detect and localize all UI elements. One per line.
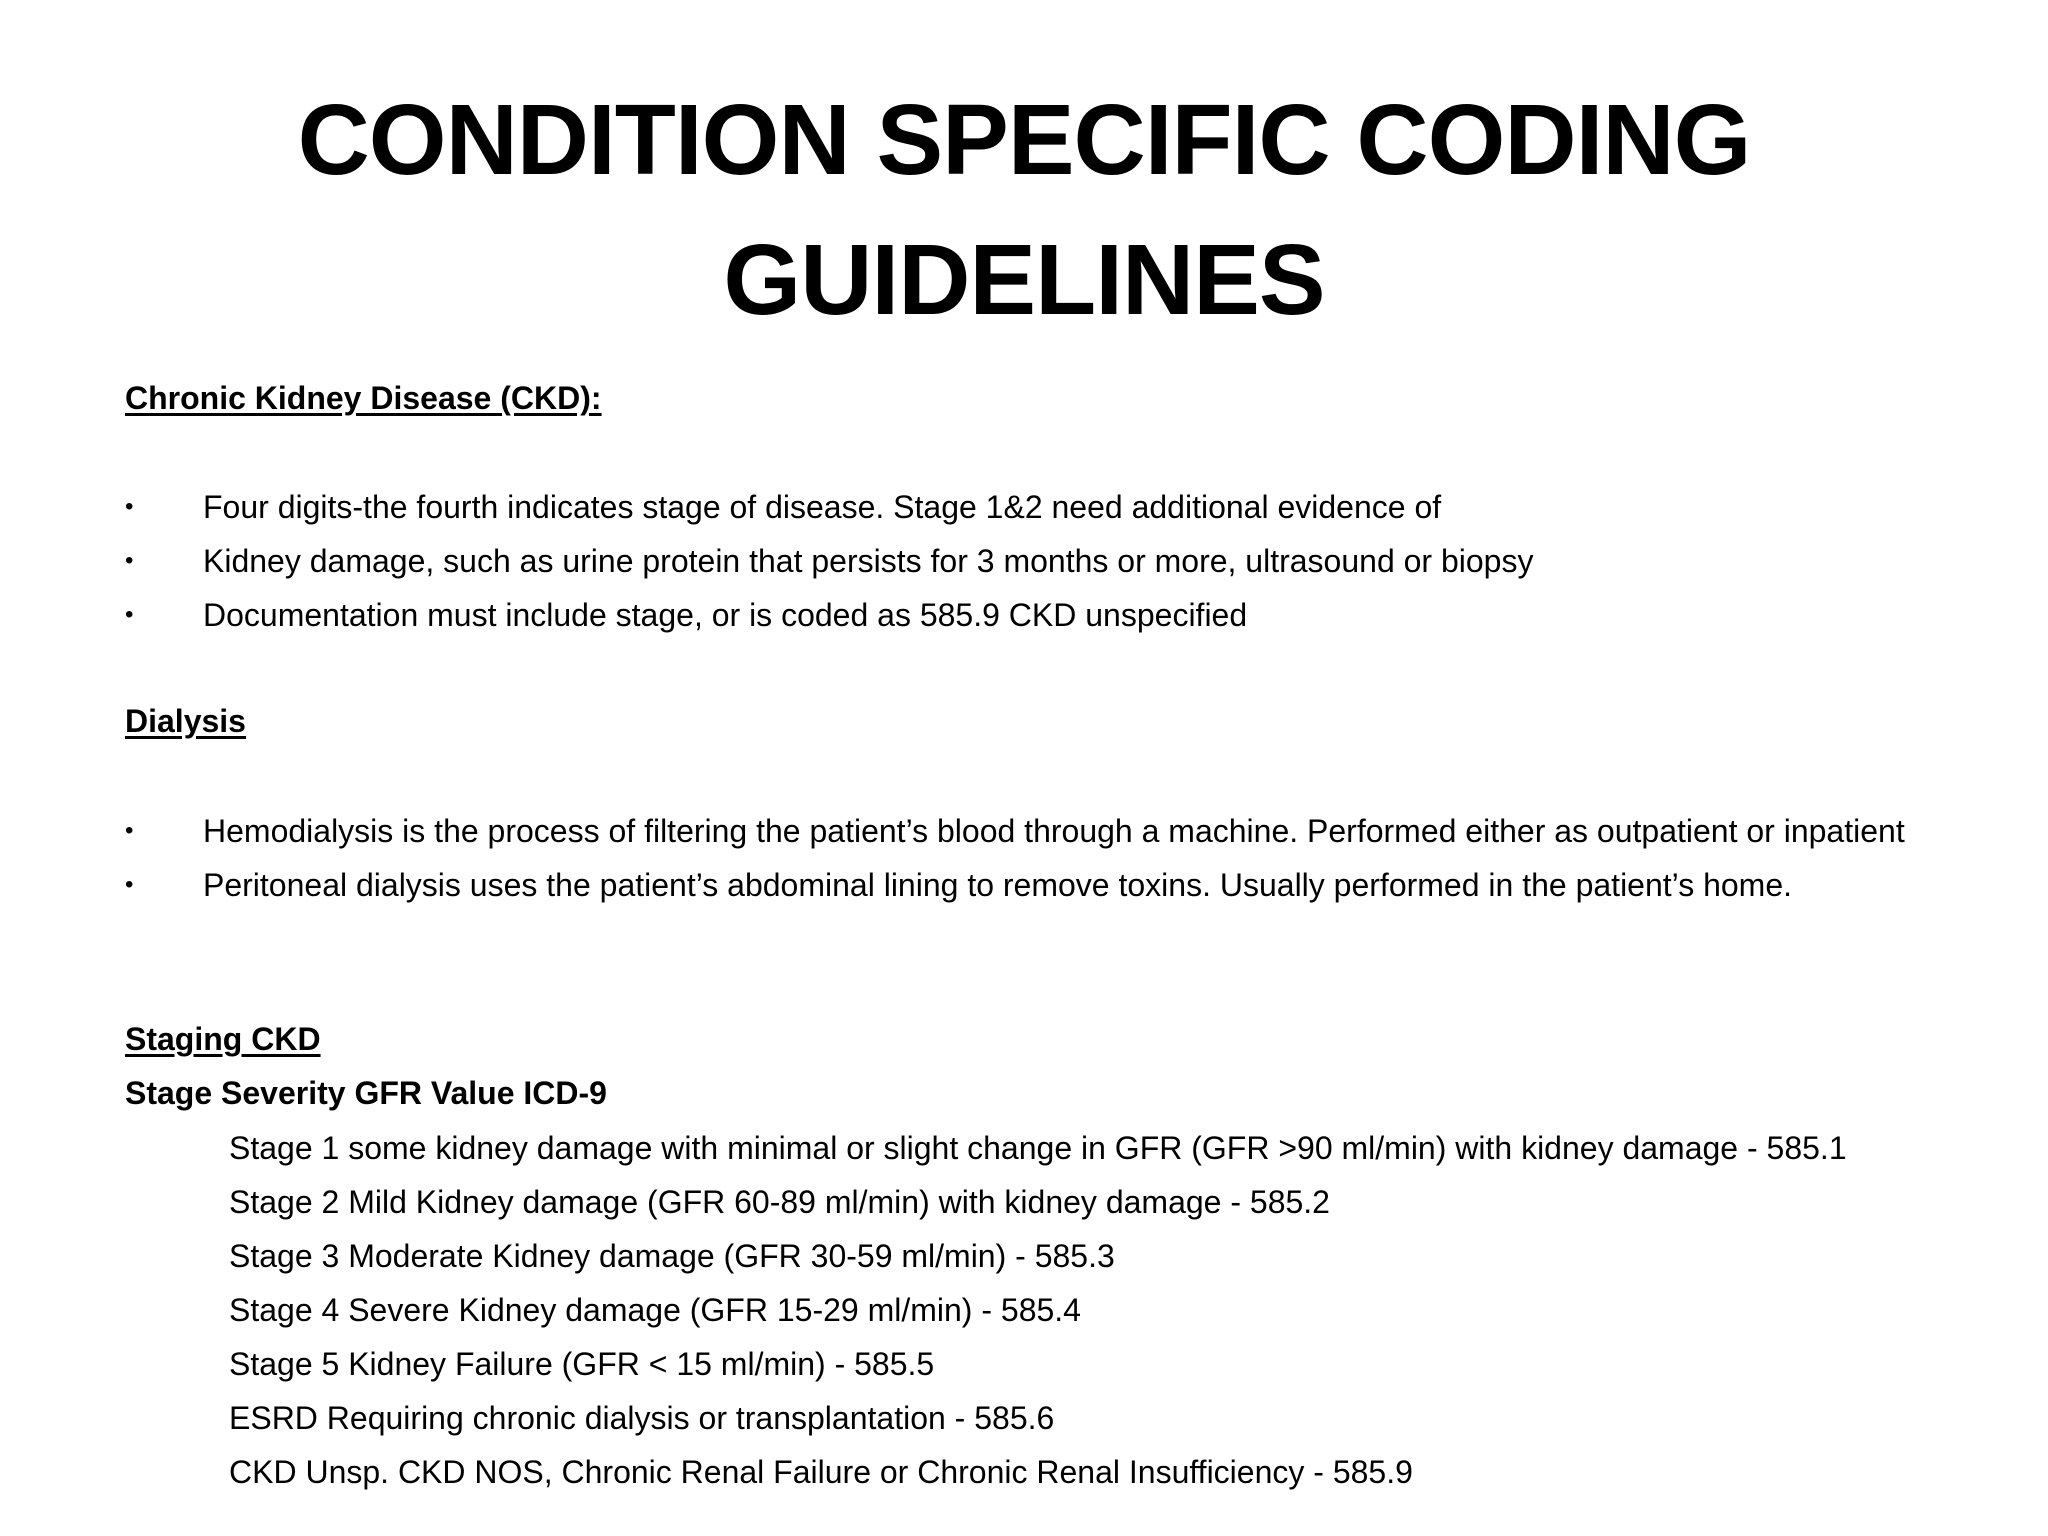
staging-row: Stage 5 Kidney Failure (GFR < 15 ml/min) - 585.5 <box>229 1346 935 1382</box>
staging-row: ESRD Requiring chronic dialysis or transplantation - 585.6 <box>229 1400 1055 1436</box>
ckd-bullet-list <box>125 485 1955 647</box>
page-title <box>0 70 2048 350</box>
staging-row: Stage 2 Mild Kidney damage (GFR 60-89 ml/min) with kidney damage - 585.2 <box>229 1184 1330 1220</box>
staging-table-header: Stage Severity GFR Value ICD-9 <box>125 1075 607 1111</box>
ckd-bullet: • Documentation must include stage, or is coded as 585.9 CKD unspecified <box>125 593 1955 637</box>
staging-heading: Staging CKD <box>125 1021 321 1057</box>
staging-row: Stage 4 Severe Kidney damage (GFR 15-29 ml/min) - 585.4 <box>229 1292 1081 1328</box>
ckd-heading: Chronic Kidney Disease (CKD): <box>125 380 602 416</box>
staging-row: Stage 1 some kidney damage with minimal or slight change in GFR (GFR >90 ml/min) with kidney damage - 585.1 <box>229 1130 1847 1166</box>
ckd-bullet: • Four digits-the fourth indicates stage of disease. Stage 1&2 need additional evidence of <box>125 485 1955 529</box>
dialysis-bullet: • Hemodialysis is the process of filtering the patient’s blood through a machine. Performed either as outpatient or inpatient <box>125 809 1955 853</box>
staging-row: Stage 3 Moderate Kidney damage (GFR 30-59 ml/min) - 585.3 <box>229 1238 1115 1274</box>
staging-list <box>229 1121 2009 1499</box>
dialysis-bullet: • Peritoneal dialysis uses the patient’s abdominal lining to remove toxins. Usually performed in the patient’s home. <box>125 863 1955 907</box>
page-title-line-1: CONDITION SPECIFIC CODING <box>297 84 1751 196</box>
dialysis-heading: Dialysis <box>125 703 246 739</box>
ckd-bullet: • Kidney damage, such as urine protein that persists for 3 months or more, ultrasound or biopsy <box>125 539 1955 583</box>
dialysis-bullet-list <box>125 809 1955 917</box>
staging-row: CKD Unsp. CKD NOS, Chronic Renal Failure or Chronic Renal Insufficiency - 585.9 <box>229 1454 1413 1490</box>
page-title-line-2: GUIDELINES <box>723 224 1325 336</box>
